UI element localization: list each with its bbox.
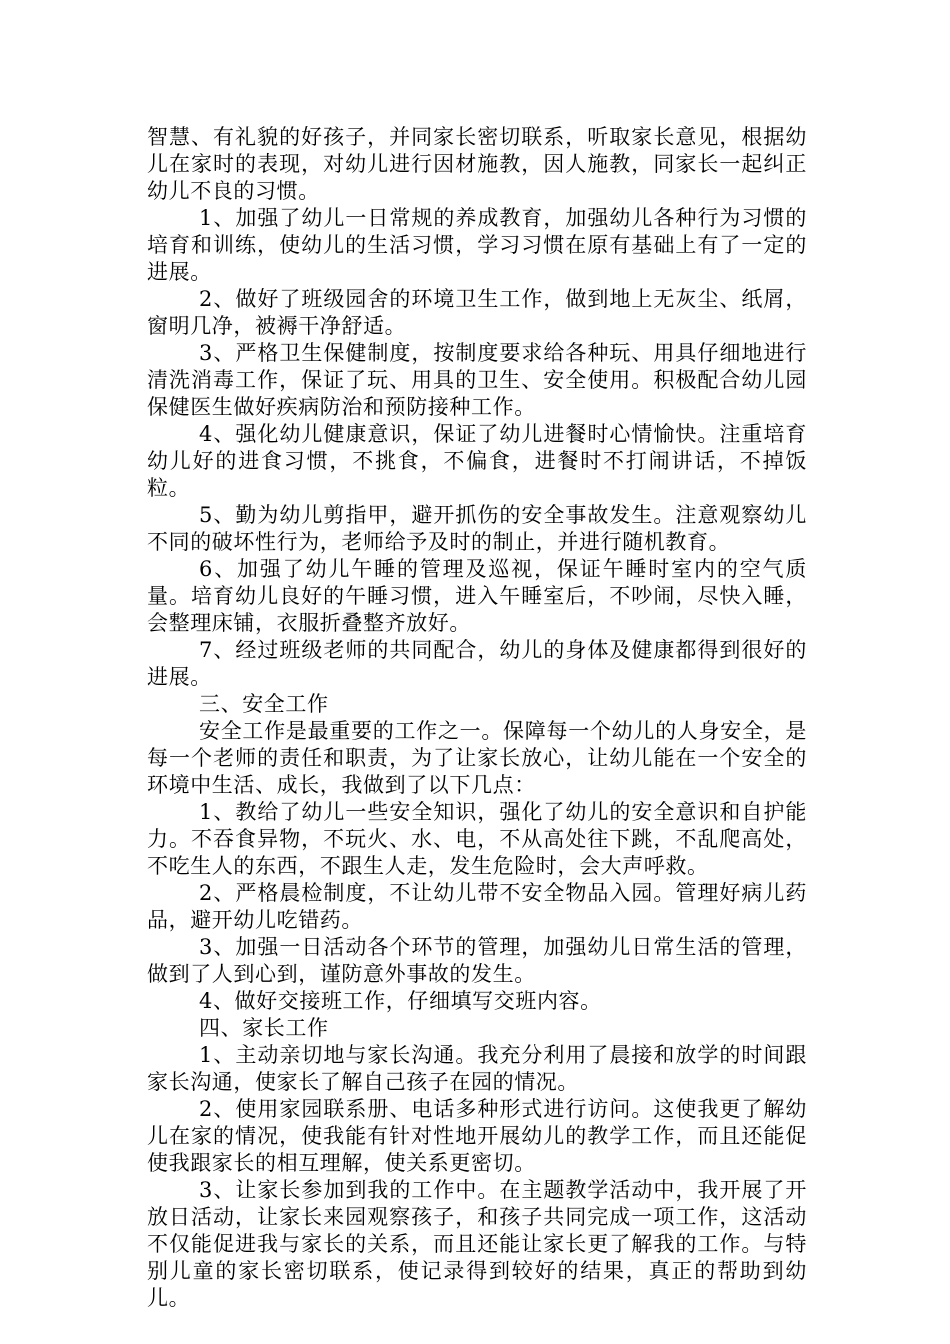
paragraph-daily-activity-management: 3、加强一日活动各个环节的管理，加强幼儿日常生活的管理，做到了人到心到，谨防意外事故的发生。 xyxy=(147,935,807,986)
section-heading-parents: 四、家长工作 xyxy=(199,1016,329,1040)
paragraph-home-visits: 2、使用家园联系册、电话多种形式进行访问。这使我更了解幼儿在家的情况，使我能有针对性地开展幼儿的教学工作，而且还能促使我跟家长的相互理解，使关系更密切。 xyxy=(147,1097,807,1175)
paragraph-parent-participation: 3、让家长参加到我的工作中。在主题教学活动中，我开展了开放日活动，让家长来园观察孩子，和孩子共同完成一项工作，这活动不仅能促进我与家长的关系，而且还能让家长更了解我的工作。与特别儿童的家长密切联系，使记录得到较好的结果，真正的帮助到幼儿。 xyxy=(147,1178,807,1310)
section-heading-safety: 三、安全工作 xyxy=(199,692,329,716)
paragraph-shift-handover: 4、做好交接班工作，仔细填写交班内容。 xyxy=(199,989,602,1013)
paragraph-health-awareness: 4、强化幼儿健康意识，保证了幼儿进餐时心情愉快。注重培育幼儿好的进食习惯，不挑食，不偏食，进餐时不打闹讲话，不掉饭粒。 xyxy=(147,422,807,500)
paragraph-health-care-system: 3、严格卫生保健制度，按制度要求给各种玩、用具仔细地进行清洗消毒工作，保证了玩、用具的卫生、安全使用。积极配合幼儿园保健医生做好疾病防治和预防接种工作。 xyxy=(147,341,807,419)
paragraph-morning-check: 2、严格晨检制度，不让幼儿带不安全物品入园。管理好病儿药品，避开幼儿吃错药。 xyxy=(147,881,807,932)
paragraph-safety-knowledge: 1、教给了幼儿一些安全知识，强化了幼儿的安全意识和自护能力。不吞食异物，不玩火、水、电，不从高处往下跳，不乱爬高处，不吃生人的东西，不跟生人走，发生危险时，会大声呼救。 xyxy=(147,800,807,878)
paragraph-nail-trimming: 5、勤为幼儿剪指甲，避开抓伤的安全事故发生。注意观察幼儿不同的破坏性行为，老师给予及时的制止，并进行随机教育。 xyxy=(147,503,807,554)
paragraph-safety-intro: 安全工作是最重要的工作之一。保障每一个幼儿的人身安全，是每一个老师的责任和职责，为了让家长放心，让幼儿能在一个安全的环境中生活、成长，我做到了以下几点： xyxy=(147,719,807,797)
paragraph-environment-hygiene: 2、做好了班级园舍的环境卫生工作，做到地上无灰尘、纸屑，窗明几净，被褥干净舒适。 xyxy=(147,287,807,338)
paragraph-intro-continuation: 智慧、有礼貌的好孩子，并同家长密切联系，听取家长意见，根据幼儿在家时的表现，对幼儿进行因材施教，因人施教，同家长一起纠正幼儿不良的习惯。 xyxy=(147,125,807,203)
document-page xyxy=(147,124,807,1312)
paragraph-teacher-cooperation: 7、经过班级老师的共同配合，幼儿的身体及健康都得到很好的进展。 xyxy=(147,638,807,689)
paragraph-routine-education: 1、加强了幼儿一日常规的养成教育，加强幼儿各种行为习惯的培育和训练，使幼儿的生活习惯，学习习惯在原有基础上有了一定的进展。 xyxy=(147,206,807,284)
paragraph-parent-communication: 1、主动亲切地与家长沟通。我充分利用了晨接和放学的时间跟家长沟通，使家长了解自己孩子在园的情况。 xyxy=(147,1043,807,1094)
paragraph-nap-management: 6、加强了幼儿午睡的管理及巡视，保证午睡时室内的空气质量。培育幼儿良好的午睡习惯，进入午睡室后，不吵闹，尽快入睡，会整理床铺，衣服折叠整齐放好。 xyxy=(147,557,807,635)
